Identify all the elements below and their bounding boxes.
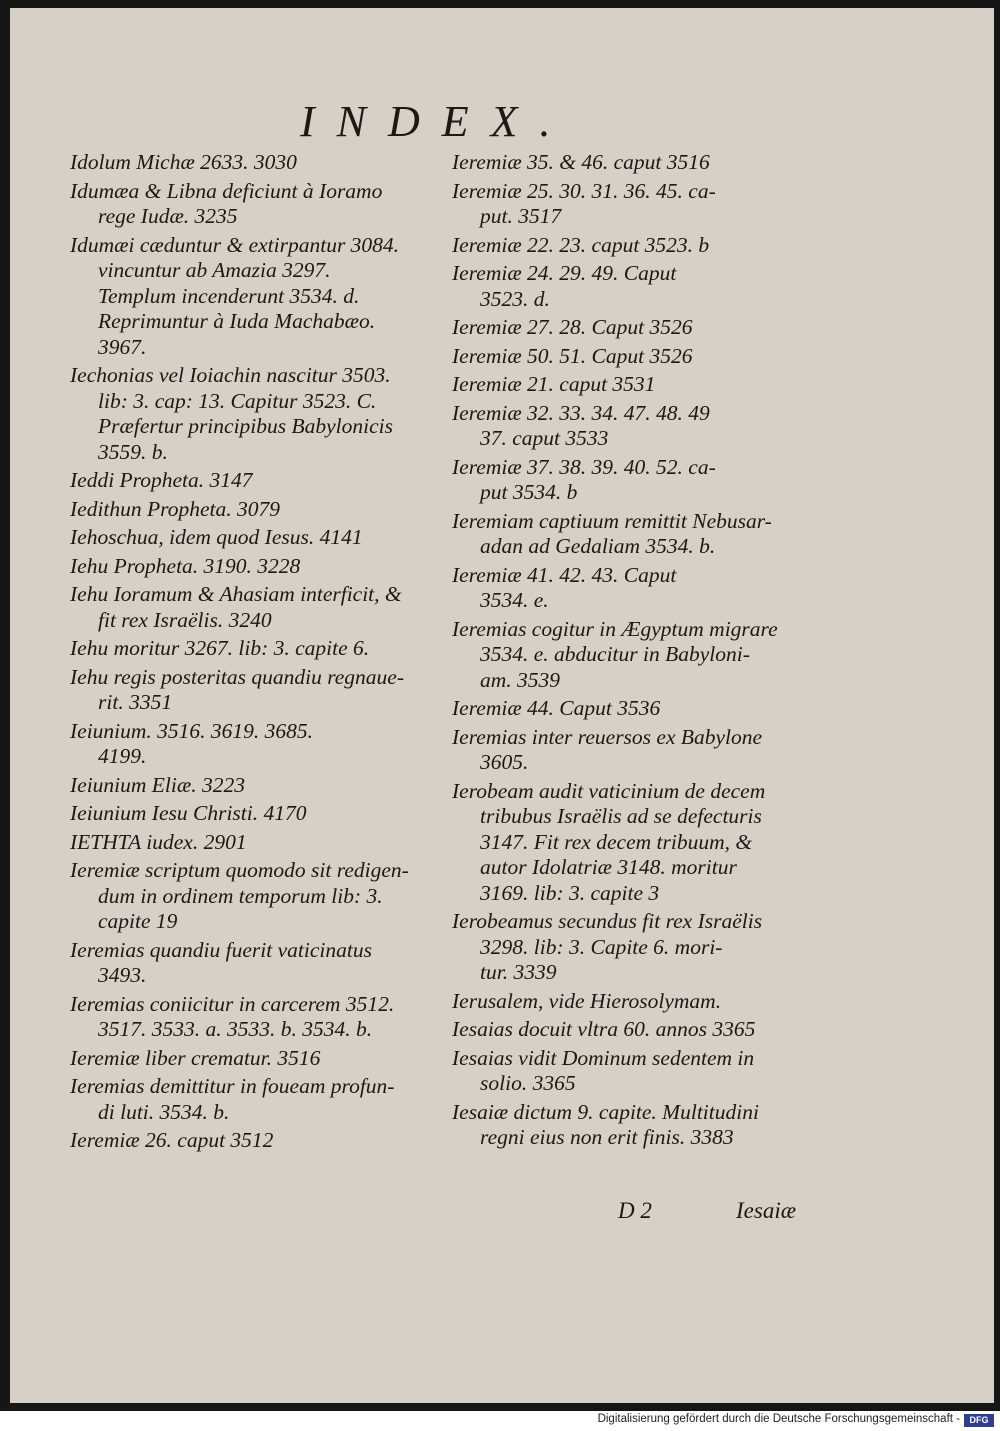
index-entry (70, 773, 428, 799)
index-entry-line: Ieddi Propheta. 3147 (70, 468, 253, 492)
index-entry-line: Iesaiæ dictum 9. capite. Multitudini (452, 1099, 759, 1124)
index-entry-line: Iedithun Propheta. 3079 (70, 496, 280, 521)
index-entry-line: Ieremiæ 37. 38. 39. 40. 52. ca- (452, 454, 716, 479)
index-entry (452, 261, 804, 312)
index-entry-line: Iehu moritur 3267. lib: 3. capite 6. (70, 636, 370, 660)
index-entry (70, 179, 428, 230)
index-entry (70, 938, 428, 989)
index-entry-line: 3169. lib: 3. capite 3 (480, 880, 660, 905)
index-entry-line: 3559. b. (98, 439, 168, 464)
index-entry-line: Ieiunium Eliæ. 3223 (70, 772, 245, 797)
index-entry-line: am. 3539 (480, 667, 561, 692)
index-entry (70, 1128, 428, 1154)
index-entry-line: fit rex Israëlis. 3240 (98, 607, 272, 632)
index-entry-line: Ieremias demittitur in foueam profun- (70, 1074, 395, 1098)
index-entry (452, 344, 804, 370)
index-entry-line: tur. 3339 (480, 960, 557, 984)
index-entry (452, 455, 804, 506)
index-entry-line: Ieremiæ 26. caput 3512 (70, 1128, 274, 1152)
index-column-right (452, 150, 804, 1154)
index-entry-line: rit. 3351 (98, 690, 173, 714)
index-entry-line: vincuntur ab Amazia 3297. (98, 258, 331, 282)
index-entry-line: Ieremiæ 27. 28. Caput 3526 (452, 315, 693, 339)
index-entry-line: 3147. Fit rex decem tribuum, & (480, 829, 753, 854)
index-entry (452, 509, 804, 560)
index-entry-line: Ierobeamus secundus fit rex Israëlis (452, 909, 763, 933)
index-entry-line: put 3534. b (480, 480, 578, 504)
index-entry-line: Idolum Michæ 2633. 3030 (70, 150, 297, 174)
index-entry (452, 315, 804, 341)
index-entry (452, 563, 804, 614)
index-entry (452, 1017, 804, 1043)
index-entry-line: Reprimuntur à Iuda Machabæo. (98, 309, 376, 333)
index-entry (70, 554, 428, 580)
index-entry (70, 582, 428, 633)
index-entry (452, 1046, 804, 1097)
index-entry-line: ΙΕΤΗΤΑ iudex. 2901 (70, 829, 247, 854)
index-entry-line: Ieremias cogitur in Ægyptum migrare (452, 616, 778, 641)
index-entry-line: Iehu Ioramum & Ahasiam interficit, & (70, 582, 402, 606)
index-entry-line: put. 3517 (480, 204, 562, 228)
index-entry-line: Ierobeam audit vaticinium de decem (452, 778, 766, 803)
index-entry-line: 37. caput 3533 (480, 426, 609, 450)
index-entry-line: Ieiunium. 3516. 3619. 3685. (70, 718, 314, 743)
index-entry-line: Ieremiæ scriptum quomodo sit redigen- (70, 858, 409, 882)
index-entry (452, 617, 804, 694)
index-entry-line: 3523. d. (480, 286, 550, 311)
index-entry-line: 3605. (480, 750, 529, 774)
index-entry (70, 858, 428, 935)
index-entry (452, 179, 804, 230)
index-entry-line: Ieremiæ 24. 29. 49. Caput (452, 261, 677, 285)
index-entry-line: 3534. e. (480, 588, 549, 612)
index-entry (70, 525, 428, 551)
index-entry (70, 830, 428, 856)
index-entry (452, 1100, 804, 1151)
index-entry (452, 233, 804, 259)
index-entry (70, 1074, 428, 1125)
index-entry-line: Iehoschua, idem quod Iesus. 4141 (70, 525, 363, 549)
index-entry (452, 401, 804, 452)
index-entry-line: Ieremiæ 25. 30. 31. 36. 45. ca- (452, 178, 716, 203)
index-entry-line: Iesaias docuit vltra 60. annos 3365 (452, 1017, 756, 1041)
index-entry-line: 3298. lib: 3. Capite 6. mori- (480, 934, 723, 959)
index-entry-line: di luti. 3534. b. (98, 1099, 230, 1124)
index-entry-line: adan ad Gedaliam 3534. b. (480, 534, 716, 558)
index-entry-line: tribubus Israëlis ad se defecturis (480, 804, 762, 828)
catchword: Iesaiæ (736, 1198, 797, 1223)
index-entry-line: 3534. e. abducitur in Babyloni- (480, 642, 750, 666)
index-entry-line: Ieremiæ 32. 33. 34. 47. 48. 49 (452, 400, 710, 425)
index-entry-line: Ieremiam captiuum remittit Nebusar- (452, 508, 772, 533)
index-entry (452, 989, 804, 1015)
index-entry (70, 1046, 428, 1072)
index-entry (452, 909, 804, 986)
dfg-logo: DFG (964, 1414, 994, 1427)
index-entry-line: Idumæi cæduntur & extirpantur 3084. (70, 232, 400, 257)
index-entry (452, 725, 804, 776)
index-entry-line: Templum incenderunt 3534. d. (98, 283, 360, 308)
index-entry-line: Ieremiæ 21. caput 3531 (452, 372, 656, 396)
index-entry-line: lib: 3. cap: 13. Capitur 3523. C. (98, 388, 377, 413)
index-entry-line: Ieremiæ 35. & 46. caput 3516 (452, 150, 710, 174)
index-entry-line: Ieremias inter reuersos ex Babylone (452, 724, 763, 749)
funding-credit: Digitalisierung gefördert durch die Deutsche Forschungsgemeinschaft - (597, 1413, 960, 1425)
index-entry-line: Iesaias vidit Dominum sedentem in (452, 1045, 755, 1070)
index-entry-line: 3517. 3533. a. 3533. b. 3534. b. (98, 1017, 373, 1041)
index-entry-line: dum in ordinem temporum lib: 3. (98, 883, 383, 908)
index-entry (70, 801, 428, 827)
index-entry (452, 779, 804, 907)
index-entry-line: Ierusalem, vide Hierosolymam. (452, 988, 722, 1013)
footer-bar (0, 1411, 1000, 1431)
index-entry (452, 696, 804, 722)
index-entry-line: Ieremiæ liber crematur. 3516 (70, 1045, 321, 1070)
index-entry-line: 3493. (98, 963, 147, 987)
index-entry-line: Iehu regis posteritas quandiu regnaue- (70, 664, 405, 689)
index-entry-line: Ieremiæ 50. 51. Caput 3526 (452, 343, 693, 368)
index-entry (70, 992, 428, 1043)
index-entry (70, 636, 428, 662)
signature-mark: D 2 (618, 1198, 652, 1223)
index-entry (70, 665, 428, 716)
index-entry-line: Ieiunium Iesu Christi. 4170 (70, 801, 307, 825)
index-entry-line: Idumæa & Libna deficiunt à Ioramo (70, 178, 383, 203)
index-entry-line: Ieremiæ 41. 42. 43. Caput (452, 562, 677, 587)
index-entry-line: Ieremias coniicitur in carcerem 3512. (70, 991, 395, 1016)
index-entry (70, 468, 428, 494)
index-entry-line: solio. 3365 (480, 1071, 576, 1095)
index-column-left (70, 150, 428, 1157)
index-entry-line: autor Idolatriæ 3148. moritur (480, 855, 737, 879)
page-title: INDEX. (300, 97, 573, 146)
index-entry (70, 233, 428, 361)
index-entry-line: Ieremiæ 22. 23. caput 3523. b (452, 232, 710, 257)
index-entry-line: Iechonias vel Ioiachin nascitur 3503. (70, 363, 391, 387)
index-entry (70, 719, 428, 770)
index-entry-line: regni eius non erit finis. 3383 (480, 1125, 734, 1149)
index-entry (70, 497, 428, 523)
index-entry-line: Ieremias quandiu fuerit vaticinatus (70, 937, 372, 962)
index-entry (452, 372, 804, 398)
index-entry (70, 363, 428, 465)
index-entry-line: 3967. (98, 334, 147, 359)
index-entry-line: Ieremiæ 44. Caput 3536 (452, 696, 661, 720)
index-entry (452, 150, 804, 176)
index-entry (70, 150, 428, 176)
index-entry-line: capite 19 (98, 909, 178, 933)
index-entry-line: rege Iudæ. 3235 (98, 204, 238, 228)
index-entry-line: Iehu Propheta. 3190. 3228 (70, 553, 301, 578)
index-entry-line: 4199. (98, 744, 147, 768)
index-entry-line: Præfertur principibus Babylonicis (98, 414, 394, 438)
